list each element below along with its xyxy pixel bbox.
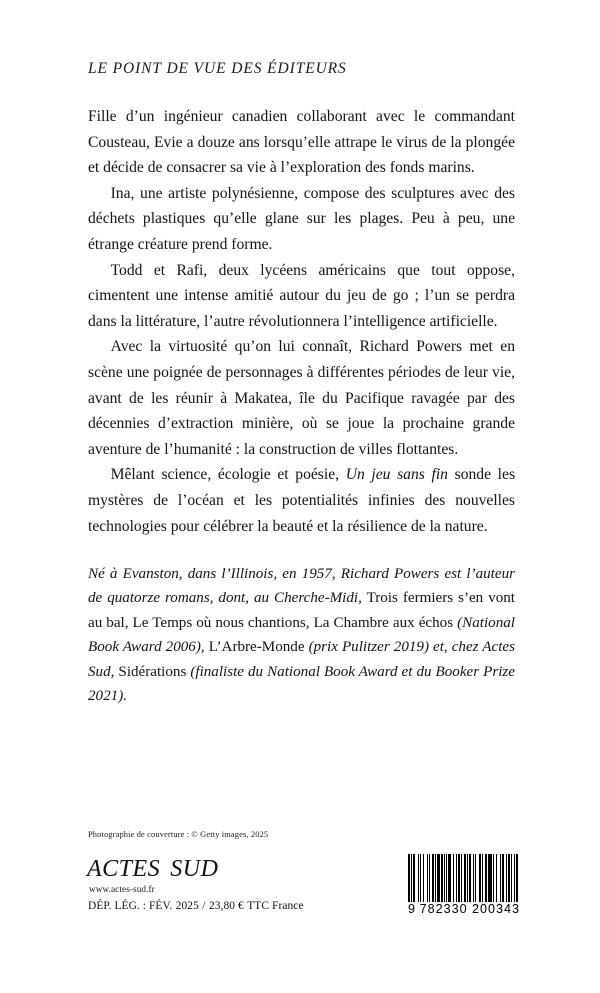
barcode-right-group: 200343 (471, 902, 520, 916)
publisher-logo (87, 856, 218, 883)
book-title-emphasis: Un jeu sans fin (345, 466, 448, 484)
barcode-lead-digit: 9 (408, 902, 416, 916)
legal-price: 23,80 € (208, 900, 244, 912)
bio-segment-2: Trois fermiers s’en vont au bal, Le Temps où nous chantions, La Chambre aux échos (88, 590, 515, 631)
publisher-website-url[interactable]: www.actes-sud.fr (89, 884, 155, 894)
blurb-final-before: Mêlant science, écologie et poésie, (110, 466, 346, 484)
bio-segment-5: (prix Pulitzer 2019) et, chez Actes Sud, (88, 639, 515, 680)
photo-credit: Photographie de couverture : © Getty images, 2025 (88, 830, 269, 839)
editors-viewpoint-header: LE POINT DE VUE DES ÉDITEURS (88, 60, 347, 77)
blurb-paragraph: Todd et Rafi, deux lycéens américains que tout oppose, cimentent une intense amitié autour du jeu de go ; l’un se perdra dans la littérature, l’autre révolutionnera l’intelligence artificielle. (88, 261, 515, 330)
legal-suffix: TTC France (247, 900, 304, 912)
blurb-paragraph: Avec la virtuosité qu’on lui connaît, Richard Powers met en scène une poignée de personnages à différentes périodes de leur vie, avant de les réunir à Makatea, île du Pacifique ravagée par des décennies d’extraction minière, où se joue la prochaine grande aventure de l’humanité : la construction de villes flottantes. (88, 338, 515, 458)
blurb-paragraph-final (88, 462, 515, 539)
blurb-paragraph: Ina, une artiste polynésienne, compose des sculptures avec des déchets plastiques qu’elle glane sur les plages. Peu à peu, une étrange créature prend forme. (88, 184, 515, 253)
bio-segment-6: Sidérations (114, 663, 191, 680)
legal-deposit-line (88, 900, 304, 912)
barcode-bars (408, 854, 520, 902)
bio-segment-1: Né à Evanston, dans l’Illinois, en 1957, Richard Powers est l’auteur de quatorze romans, dont, au Cherche-Midi, (88, 566, 515, 607)
bio-paragraph (88, 562, 515, 708)
barcode-left-group: 782330 (419, 902, 468, 916)
author-biography (88, 562, 515, 708)
bio-segment-7: (finaliste du National Book Award et du Booker Prize 2021). (88, 663, 515, 705)
bio-segment-4: L’Arbre-Monde (204, 639, 309, 656)
bio-segment-3: (National Book Award 2006), (88, 614, 515, 656)
blurb-paragraph: Fille d’un ingénieur canadien collaborant avec le commandant Cousteau, Evie a douze ans lorsqu’elle attrape le virus de la plongée et décide de consacrer sa vie à l’exploration des fonds marins. (88, 108, 515, 177)
legal-prefix: DÉP. LÉG. : FÉV. (88, 900, 173, 912)
legal-separator: / (202, 900, 206, 912)
blurb-final-after: sonde les mystères de l’océan et les potentialités infinies des nouvelles technologies pour célébrer la beauté et la résilience de la nature. (88, 466, 516, 535)
publisher-name-part-1: ACTES (87, 856, 161, 882)
blurb-text (88, 104, 515, 539)
publisher-name-part-2: SUD (170, 856, 219, 882)
barcode-digits (408, 903, 520, 916)
barcode (408, 854, 520, 916)
legal-date: 2025 (175, 900, 199, 912)
